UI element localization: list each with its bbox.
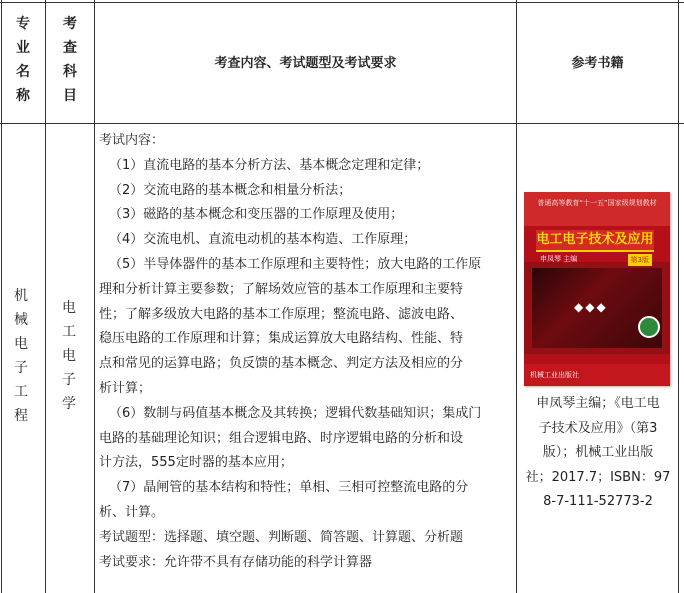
header-major-char: 名 (16, 64, 30, 80)
reference-line: 8-7-111-52773-2 (543, 494, 653, 509)
book-series: 普通高等教育“十一五”国家级规划教材 (537, 199, 657, 207)
exam-content (99, 129, 509, 575)
content-line: （6）数制与码值基本概念及其转换；逻辑代数基础知识；集成门 (109, 405, 482, 421)
major-name-char: 机 (14, 288, 28, 304)
book-author: 申凤琴 主编 (540, 255, 578, 263)
content-line: 理和分析计算主要参数；了解场效应管的基本工作原理和主要特 (99, 281, 464, 297)
header-subject-char: 考 (63, 16, 77, 32)
content-line: （5）半导体器件的基本工作原理和主要特性；放大电路的工作原 (109, 256, 482, 272)
table-border-left (1, 0, 2, 593)
header-subject (59, 12, 81, 108)
header-subject-char: 科 (63, 64, 77, 80)
content-line: 计方法，555定时器的基本应用； (99, 455, 293, 471)
subject-name-char: 子 (62, 372, 76, 388)
reference-book (522, 392, 674, 515)
content-line: 电路的基础理论知识；组合逻辑电路、时序逻辑电路的分析和设 (99, 430, 464, 446)
major-name (10, 284, 32, 428)
subject-name-char: 工 (62, 324, 76, 340)
subject-name-char: 学 (62, 396, 76, 412)
header-content: 考查内容、考试题型及考试要求 (214, 56, 397, 71)
table-border-right (678, 0, 679, 593)
table-border-top (0, 2, 684, 3)
major-name-char: 子 (14, 360, 28, 376)
content-line: 性；了解多级放大电路的基本工作原理；整流电路、滤波电路、 (99, 306, 464, 322)
column-divider (516, 0, 517, 593)
book-edition: 第3版 (628, 254, 652, 266)
header-major-char: 专 (16, 16, 30, 32)
reference-line: 版）；机械工业出版 (542, 445, 654, 460)
content-line: （3）磁路的基本概念和变压器的工作原理及使用； (109, 207, 404, 223)
content-line: （7）晶闸管的基本结构和特性；单相、三相可控整流电路的分 (109, 480, 469, 496)
book-title-banner (536, 230, 654, 252)
book-cover-bottom (524, 364, 670, 386)
content-line: 析计算； (99, 380, 152, 396)
column-divider (45, 0, 46, 593)
content-line: 考试内容： (99, 133, 165, 148)
content-line: （4）交流电机、直流电动机的基本构造、工作原理； (109, 232, 417, 248)
subject-name-char: 电 (62, 348, 76, 364)
content-line: 点和常见的运算电路；负反馈的基本概念、判定方法及相应的分 (99, 356, 464, 372)
header-books: 参考书籍 (571, 56, 624, 71)
column-divider (94, 0, 95, 593)
reference-line: 子技术及应用》（第3 (538, 420, 658, 436)
header-major-char: 称 (16, 88, 30, 104)
subject-name (58, 296, 80, 416)
major-name-char: 电 (14, 336, 28, 352)
book-badge-icon (638, 316, 660, 338)
book-cover-image (524, 192, 670, 386)
book-cover-dots: ◆◆◆ (574, 300, 608, 314)
content-line: 析、计算。 (99, 504, 165, 520)
major-name-char: 程 (14, 408, 28, 424)
reference-line: 申凤琴主编；《电工电 (536, 396, 660, 411)
book-publisher: 机械工业出版社 (530, 371, 579, 379)
header-subject-char: 查 (63, 40, 77, 56)
content-line: 考试要求：允许带不具有存储功能的科学计算器 (99, 554, 373, 570)
content-line: 稳压电路的工作原理和计算；集成运算放大电路结构、性能、特 (99, 331, 464, 347)
content-line: 考试题型：选择题、填空题、判断题、简答题、计算题、分析题 (99, 529, 464, 545)
book-title: 电工电子技术及应用 (536, 232, 654, 247)
content-line: （2）交流电路的基本概念和相量分析法； (109, 182, 352, 198)
header-major (12, 12, 34, 108)
subject-name-char: 电 (62, 300, 76, 316)
header-subject-char: 目 (63, 88, 77, 104)
book-cover-top (524, 192, 670, 226)
content-line: （1）直流电路的基本分析方法、基本概念定理和定律； (109, 157, 430, 173)
major-name-char: 械 (14, 312, 28, 328)
reference-line: 社；2017.7；ISBN：97 (525, 469, 671, 485)
major-name-char: 工 (14, 384, 28, 400)
header-divider (0, 123, 684, 124)
header-major-char: 业 (16, 40, 30, 56)
